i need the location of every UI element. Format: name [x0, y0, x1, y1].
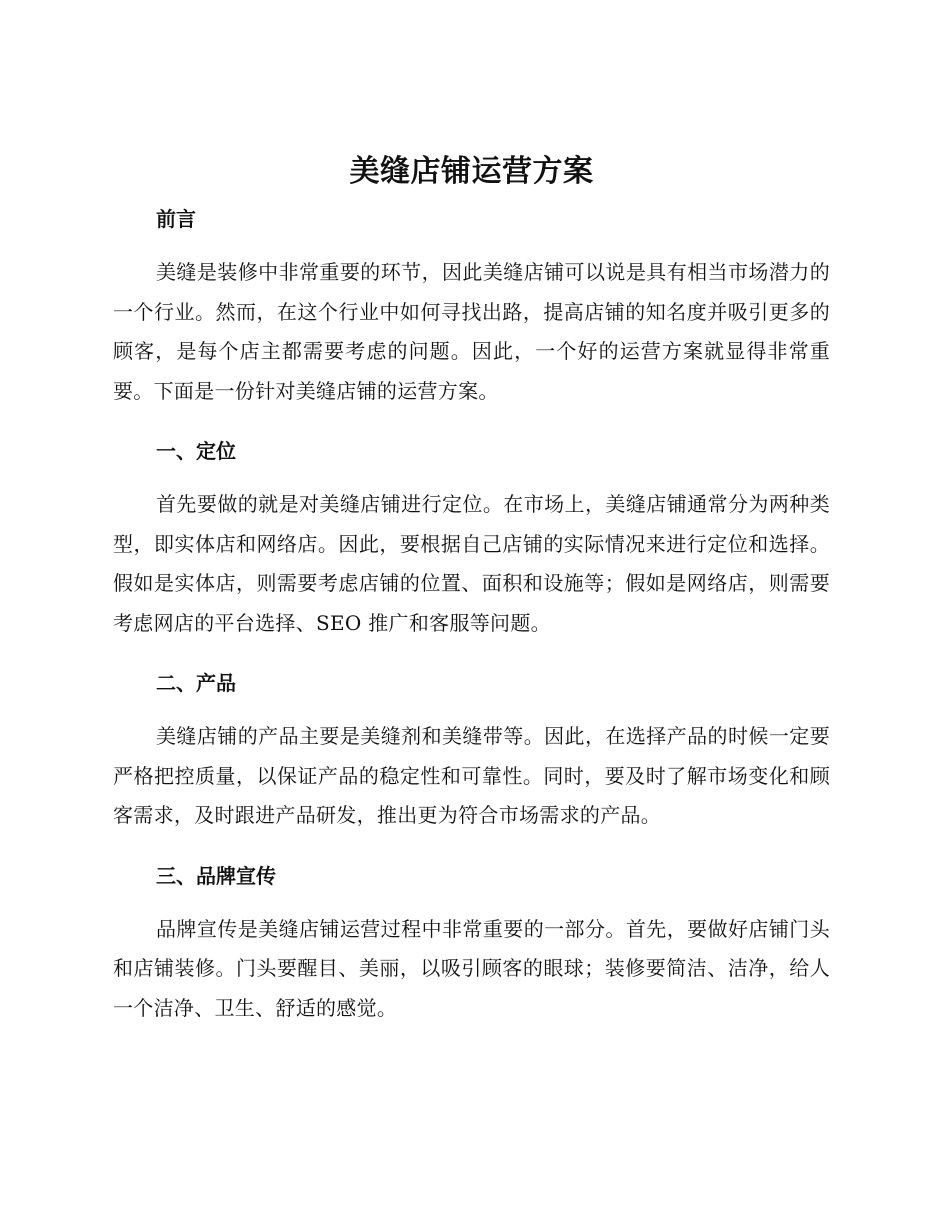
section-paragraph-brand-promotion: 品牌宣传是美缝店铺运营过程中非常重要的一部分。首先，要做好店铺门头和店铺装修。门头要醒目、美丽，以吸引顾客的眼球；装修要简洁、洁净，给人一个洁净、卫生、舒适的感觉。: [113, 916, 830, 1020]
section-paragraph-preface: 美缝是装修中非常重要的环节，因此美缝店铺可以说是具有相当市场潜力的一个行业。然而，在这个行业中如何寻找出路，提高店铺的知名度并吸引更多的顾客，是每个店主都需要考虑的问题。因此，一个好的运营方案就显得非常重要。下面是一份针对美缝店铺的运营方案。: [113, 260, 830, 403]
section-paragraph-positioning: 首先要做的就是对美缝店铺进行定位。在市场上，美缝店铺通常分为两种类型，即实体店和网络店。因此，要根据自己店铺的实际情况来进行定位和选择。假如是实体店，则需要考虑店铺的位置、面积和设施等；假如是网络店，则需要考虑网店的平台选择、SEO 推广和客服等问题。: [113, 492, 830, 635]
section-heading-product: 二、产品: [156, 671, 236, 695]
document-title: 美缝店铺运营方案: [349, 154, 594, 189]
section-paragraph-product: 美缝店铺的产品主要是美缝剂和美缝带等。因此，在选择产品的时候一定要严格把控质量，以保证产品的稳定性和可靠性。同时，要及时了解市场变化和顾客需求，及时跟进产品研发，推出更为符合市场需求的产品。: [113, 724, 830, 827]
section-heading-positioning: 一、定位: [156, 439, 236, 463]
section-heading-brand-promotion: 三、品牌宣传: [156, 863, 276, 888]
document-content: [113, 148, 830, 1028]
section-heading-preface: 前言: [156, 207, 196, 231]
